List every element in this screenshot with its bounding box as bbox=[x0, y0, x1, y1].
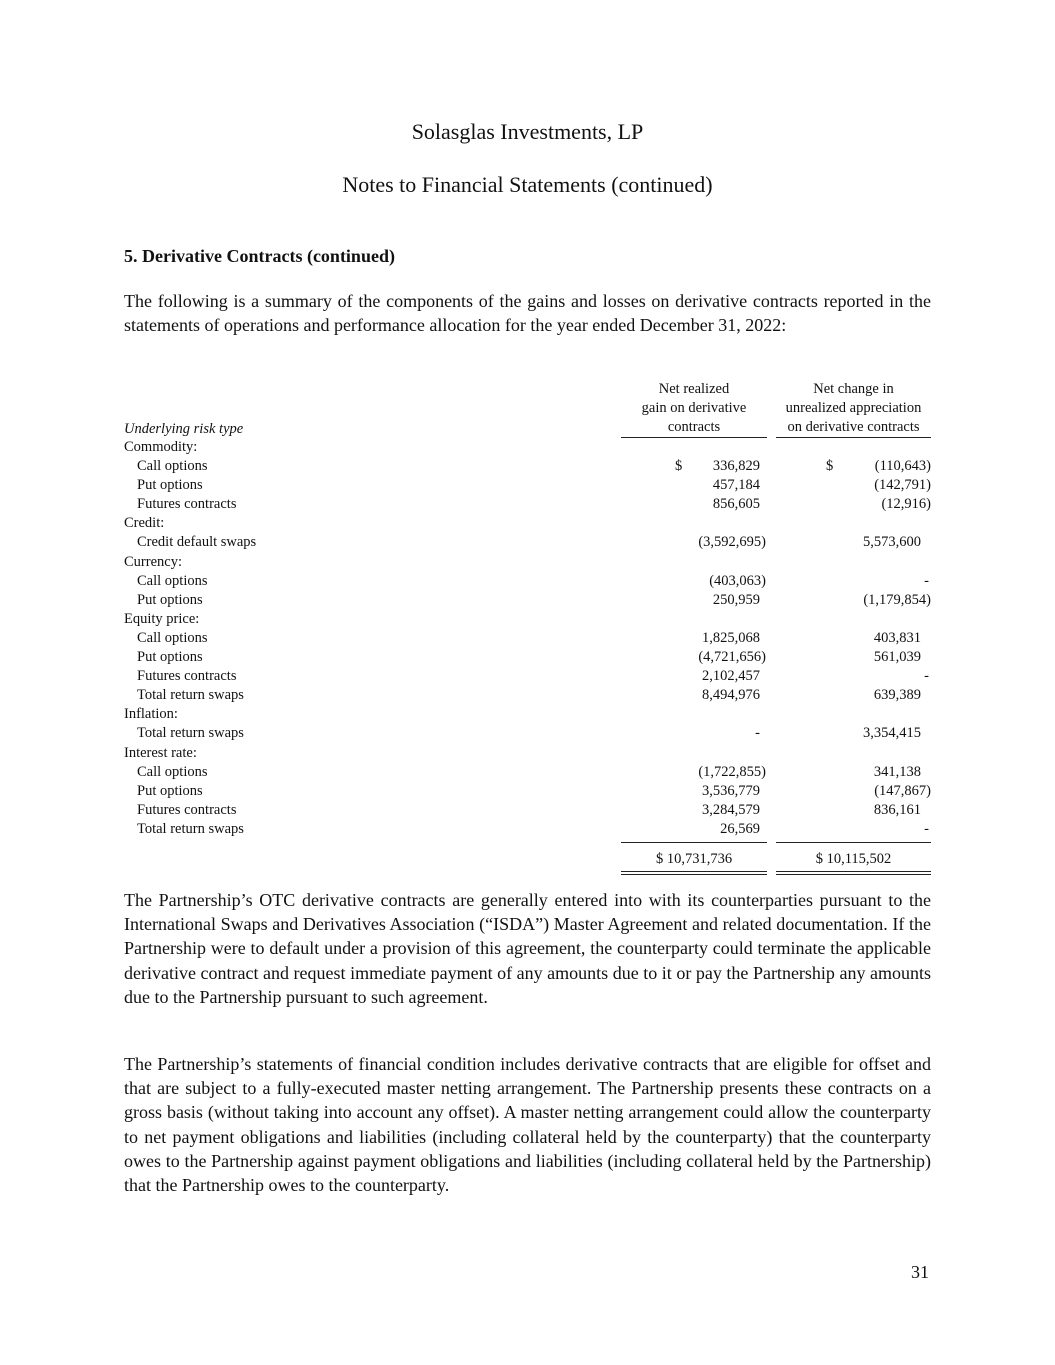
unrealized-value: (142,791) bbox=[874, 477, 931, 494]
table-row bbox=[124, 572, 931, 591]
row-label: Call options bbox=[137, 763, 208, 780]
table-group-row bbox=[124, 553, 931, 572]
table-row bbox=[124, 667, 931, 686]
row-label: Credit default swaps bbox=[137, 534, 257, 551]
realized-value: 8,494,976 bbox=[702, 687, 760, 704]
row-label: Futures contracts bbox=[137, 668, 237, 685]
realized-value: 1,825,068 bbox=[702, 629, 760, 646]
table-row bbox=[124, 629, 931, 648]
unrealized-appreciation-header: Net change in unrealized appreciation on derivative contracts bbox=[776, 380, 931, 438]
row-label: Futures contracts bbox=[137, 496, 237, 513]
realized-value: 250,959 bbox=[712, 591, 760, 608]
unrealized-value: (110,643) bbox=[874, 458, 931, 475]
row-label: Put options bbox=[137, 477, 203, 494]
table-row bbox=[124, 648, 931, 667]
row-label: Call options bbox=[137, 572, 208, 589]
realized-value: - bbox=[755, 725, 760, 742]
unrealized-value: (147,867) bbox=[874, 782, 931, 799]
unrealized-value: - bbox=[924, 820, 929, 837]
unrealized-value: - bbox=[924, 668, 929, 685]
table-row bbox=[124, 495, 931, 514]
realized-value: 3,284,579 bbox=[702, 801, 760, 818]
realized-value: 856,605 bbox=[712, 496, 760, 513]
unrealized-value: 639,389 bbox=[873, 687, 921, 704]
page-number: 31 bbox=[911, 1262, 929, 1282]
realized-value: 26,569 bbox=[720, 820, 760, 837]
currency-symbol: $ bbox=[826, 458, 834, 475]
unrealized-value: - bbox=[924, 572, 929, 589]
realized-value: (403,063) bbox=[709, 572, 766, 589]
unrealized-value: 403,831 bbox=[873, 629, 921, 646]
realized-gain-header: Net realized gain on derivative contracts bbox=[621, 380, 767, 438]
section-heading: 5. Derivative Contracts (continued) bbox=[124, 246, 395, 266]
page-subtitle: Notes to Financial Statements (continued) bbox=[342, 172, 713, 197]
unrealized-value: 3,354,415 bbox=[863, 725, 921, 742]
table-row bbox=[124, 782, 931, 801]
table-row bbox=[124, 801, 931, 820]
row-label: Commodity: bbox=[124, 439, 198, 455]
realized-value: (4,721,656) bbox=[698, 649, 766, 666]
table-total-row bbox=[124, 847, 931, 871]
unrealized-value: (1,179,854) bbox=[863, 591, 931, 608]
risk-type-header: Underlying risk type bbox=[124, 421, 244, 437]
subtotal-rule-1 bbox=[621, 842, 767, 843]
table-row bbox=[124, 591, 931, 610]
double-rule-2 bbox=[776, 871, 931, 875]
row-label: Put options bbox=[137, 649, 203, 666]
table-group-row bbox=[124, 744, 931, 763]
realized-value: (1,722,855) bbox=[698, 763, 766, 780]
row-label: Interest rate: bbox=[124, 744, 197, 761]
isda-paragraph: The Partnership’s OTC derivative contracts are generally entered into with its counterparties pursuant to the International Swaps and Derivatives Association (“ISDA”) Master Agreement and related documentation. If the Partnership were to default under a provision of this agreement, the counterparty could terminate the applicable derivative contract and request immediate payment of any amounts due to it or pay the Partnership any amounts due to the Partnership pursuant to such agreement. bbox=[124, 890, 931, 1007]
row-label: Currency: bbox=[124, 553, 182, 570]
unrealized-value: 561,039 bbox=[873, 649, 921, 666]
unrealized-value: (12,916) bbox=[881, 496, 931, 513]
currency-symbol: $ bbox=[675, 458, 683, 475]
derivative-gains-table bbox=[124, 380, 931, 871]
realized-value: (3,592,695) bbox=[698, 534, 766, 551]
row-label: Total return swaps bbox=[137, 725, 244, 742]
table-group-row bbox=[124, 514, 931, 533]
realized-value: 457,184 bbox=[712, 477, 760, 494]
table-body bbox=[124, 438, 931, 839]
company-title: Solasglas Investments, LP bbox=[411, 119, 644, 144]
realized-value: 3,536,779 bbox=[702, 782, 760, 799]
total-realized: $ 10,731,736 bbox=[655, 850, 733, 867]
double-rule-1 bbox=[621, 871, 767, 875]
intro-paragraph: The following is a summary of the components of the gains and losses on derivative contracts reported in the statements of operations and performance allocation for the year ended December 31, 2022: bbox=[124, 291, 931, 336]
realized-value: 336,829 bbox=[712, 458, 760, 475]
netting-paragraph: The Partnership’s statements of financial condition includes derivative contracts that are eligible for offset and that are subject to a fully-executed master netting arrangement. The Partnership presents these contracts on a gross basis (without taking into account any offset). A master netting arrangement could allow the counterparty to net payment obligations and liabilities (including collateral held by the counterparty) that the counterparty owes to the Partnership against payment obligations and liabilities (including collateral held by the Partnership) that the Partnership owes to the counterparty. bbox=[124, 1054, 931, 1196]
row-label: Total return swaps bbox=[137, 820, 244, 837]
row-label: Total return swaps bbox=[137, 687, 244, 704]
subtotal-rule-2 bbox=[776, 842, 931, 843]
table-row bbox=[124, 457, 931, 476]
row-label: Equity price: bbox=[124, 610, 200, 627]
unrealized-value: 341,138 bbox=[873, 763, 921, 780]
table-row bbox=[124, 686, 931, 705]
unrealized-value: 5,573,600 bbox=[863, 534, 921, 551]
table-row bbox=[124, 724, 931, 743]
table-row bbox=[124, 763, 931, 782]
unrealized-value: 836,161 bbox=[873, 801, 921, 818]
row-label: Inflation: bbox=[124, 706, 178, 723]
table-group-row bbox=[124, 438, 931, 457]
row-label: Put options bbox=[137, 782, 203, 799]
row-label: Futures contracts bbox=[137, 801, 237, 818]
row-label: Call options bbox=[137, 458, 208, 475]
table-row bbox=[124, 820, 931, 839]
row-label: Call options bbox=[137, 629, 208, 646]
row-label: Credit: bbox=[124, 515, 165, 532]
table-header bbox=[124, 380, 931, 438]
realized-value: 2,102,457 bbox=[702, 668, 760, 685]
table-group-row bbox=[124, 610, 931, 629]
table-group-row bbox=[124, 705, 931, 724]
row-label: Put options bbox=[137, 591, 203, 608]
table-row bbox=[124, 476, 931, 495]
total-unrealized: $ 10,115,502 bbox=[815, 850, 892, 867]
table-row bbox=[124, 533, 931, 552]
